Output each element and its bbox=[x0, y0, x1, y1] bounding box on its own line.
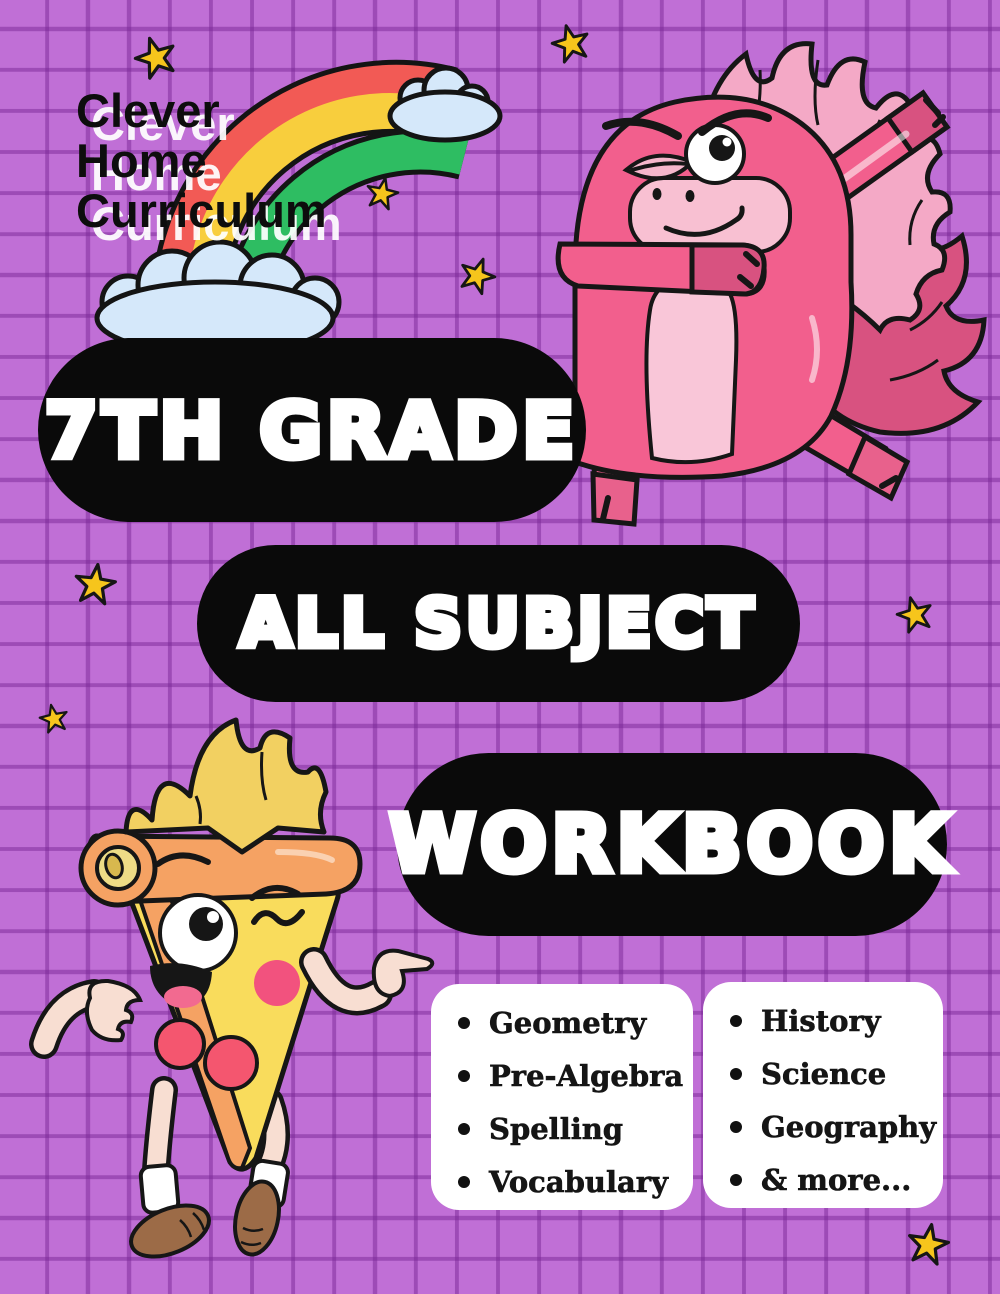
subject-item bbox=[727, 1047, 943, 1100]
star-icon bbox=[361, 173, 404, 216]
subjects-box-right bbox=[703, 982, 943, 1208]
subject-item bbox=[727, 994, 943, 1047]
subject-label: Geography bbox=[761, 1109, 937, 1144]
workbook-banner-text: WORKBOOK bbox=[389, 799, 955, 890]
bullet-icon bbox=[730, 1015, 742, 1027]
bullet-icon bbox=[730, 1068, 742, 1080]
subjects-box-left bbox=[431, 984, 693, 1210]
bullet-icon bbox=[458, 1017, 470, 1029]
subject-item bbox=[727, 1100, 943, 1153]
bullet-icon bbox=[730, 1121, 742, 1133]
brand-line: Curriculum bbox=[76, 184, 327, 237]
bullet-icon bbox=[458, 1123, 470, 1135]
bullet-icon bbox=[458, 1070, 470, 1082]
star-icon bbox=[891, 591, 940, 640]
subject-item bbox=[727, 1153, 943, 1206]
subject-item bbox=[455, 1155, 693, 1208]
subject-label: & more... bbox=[761, 1162, 912, 1197]
subject-label: Geometry bbox=[489, 1005, 647, 1040]
star-icon bbox=[69, 559, 121, 611]
brand-line: Home bbox=[76, 134, 207, 187]
subject-label: Pre-Algebra bbox=[489, 1058, 684, 1093]
workbook-banner bbox=[389, 753, 955, 936]
grade-banner-text: 7TH GRADE bbox=[44, 385, 580, 475]
subject-label: History bbox=[761, 1003, 881, 1038]
winking-pizza-slice-icon bbox=[30, 700, 440, 1280]
subject-label: Spelling bbox=[489, 1111, 624, 1146]
subject-banner-text: ALL SUBJECT bbox=[240, 585, 757, 662]
subject-item bbox=[455, 1102, 693, 1155]
subjects-list-left bbox=[455, 996, 693, 1208]
star-icon bbox=[901, 1218, 954, 1271]
star-icon bbox=[35, 700, 73, 738]
brand-logo-text bbox=[76, 86, 327, 236]
brand-line: Clever bbox=[76, 84, 220, 137]
subject-banner bbox=[197, 545, 800, 702]
subject-item bbox=[455, 1049, 693, 1102]
grade-banner bbox=[38, 338, 586, 522]
bullet-icon bbox=[730, 1174, 742, 1186]
subject-item bbox=[455, 996, 693, 1049]
bullet-icon bbox=[458, 1176, 470, 1188]
subjects-list-right bbox=[727, 994, 943, 1206]
dabbing-unicorn-icon bbox=[550, 30, 1000, 540]
subject-label: Vocabulary bbox=[489, 1164, 668, 1199]
subject-label: Science bbox=[761, 1056, 887, 1091]
